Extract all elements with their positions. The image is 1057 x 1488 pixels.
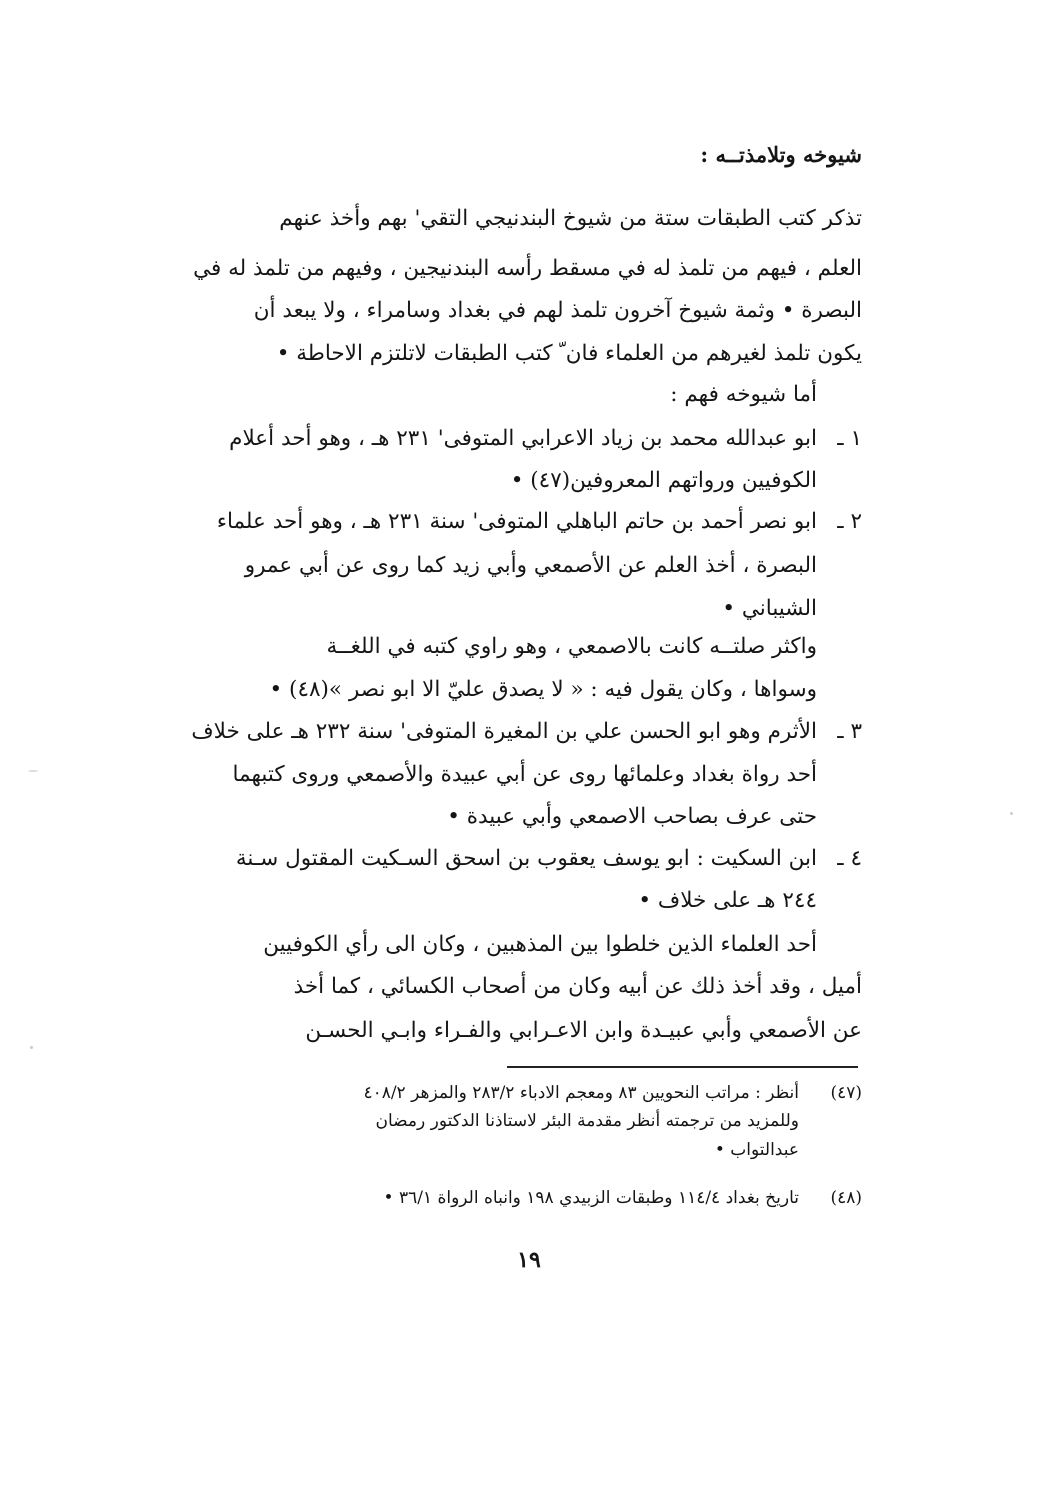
intro-line-4: يكون تلمذ لغيرهم من العلماء فان ّ كتب الطبقات لاتلتزم الاحاطة • — [276, 341, 862, 366]
item-3-line-3: حتى عرف بصاحب الاصمعي وأبي عبيدة • — [447, 804, 817, 829]
item-number-3: ٣ ـ — [837, 719, 862, 744]
footnote-47-line-2: وللمزيد من ترجمته أنظر مقدمة البئر لاستاذنا الدكتور رمضان — [375, 1111, 799, 1131]
item-4-note-line-2: أميل ، وقد أخذ ذلك عن أبيه وكان من أصحاب الكسائي ، كما أخذ — [293, 974, 862, 999]
footnote-number-47: (٤٧) — [830, 1083, 862, 1103]
item-2-line-3: الشيباني • — [722, 596, 817, 621]
footnote-48-line-1: تاريخ بغداد ١١٤/٤ وطبقات الزبيدي ١٩٨ وانباه الرواة ٣٦/١ • — [383, 1188, 799, 1208]
scan-speck — [1010, 812, 1013, 815]
item-number-4: ٤ ـ — [837, 846, 862, 871]
scan-speck — [30, 1046, 33, 1049]
item-2-line-2: البصرة ، أخذ العلم عن الأصمعي وأبي زيد كما روى عن أبي عمرو — [244, 553, 817, 578]
item-1-line-2: الكوفيين ورواتهم المعروفين(٤٧) • — [510, 468, 817, 493]
footnote-number-48: (٤٨) — [830, 1188, 862, 1208]
item-3-line-2: أحد رواة بغداد وعلمائها روى عن أبي عبيدة والأصمعي وروى كتبهما — [232, 762, 817, 787]
intro-line-1: تذكر كتب الطبقات ستة من شيوخ البندنيجي التقي' بهم وأخذ عنهم — [279, 206, 862, 231]
item-1-line-1: ابو عبدالله محمد بن زياد الاعرابي المتوفى' ٢٣١ هـ ، وهو أحد أعلام — [229, 426, 817, 451]
item-number-2: ٢ ـ — [837, 509, 862, 534]
item-number-1: ١ ـ — [837, 426, 862, 451]
item-2-note-line-1: واكثر صلتــه كانت بالاصمعي ، وهو راوي كتبه في اللغــة — [326, 634, 817, 659]
page-number: ١٩ — [517, 1247, 541, 1273]
intro-line-3: البصرة • وثمة شيوخ آخرون تلمذ لهم في بغداد وسامراء ، ولا يبعد أن — [253, 298, 862, 323]
intro-line-2: العلم ، فيهم من تلمذ له في مسقط رأسه البندنيجين ، وفيهم من تلمذ له في — [193, 256, 862, 281]
item-3-line-1: الأثرم وهو ابو الحسن علي بن المغيرة المتوفى' سنة ٢٣٢ هـ على خلاف — [191, 719, 817, 744]
scan-speck — [28, 770, 38, 772]
item-2-line-1: ابو نصر أحمد بن حاتم الباهلي المتوفى' سنة ٢٣١ هـ ، وهو أحد علماء — [216, 509, 817, 534]
section-heading: شيوخه وتلامذتــه : — [700, 142, 862, 167]
intro-line-5: أما شيوخه فهم : — [670, 382, 817, 407]
item-4-line-1: ابن السكيت : ابو يوسف يعقوب بن اسحق السـكيت المقتول سـنة — [235, 846, 817, 871]
item-4-note-line-1: أحد العلماء الذين خلطوا بين المذهبين ، وكان الى رأي الكوفيين — [263, 932, 817, 957]
footnote-divider — [507, 1066, 858, 1068]
item-2-note-line-2: وسواها ، وكان يقول فيه : « لا يصدق عليّ الا ابو نصر »(٤٨) • — [269, 677, 817, 702]
item-4-note-line-3: عن الأصمعي وأبي عبيـدة وابن الاعـرابي والفـراء وابـي الحسـن — [305, 1018, 862, 1043]
item-4-line-2: ٢٤٤ هـ على خلاف • — [638, 888, 817, 913]
footnote-47-line-1: أنظر : مراتب النحويين ٨٣ ومعجم الادباء ٢٨٣/٢ والمزهر ٤٠٨/٢ — [363, 1083, 799, 1103]
footnote-47-line-3: عبدالتواب • — [714, 1140, 799, 1160]
